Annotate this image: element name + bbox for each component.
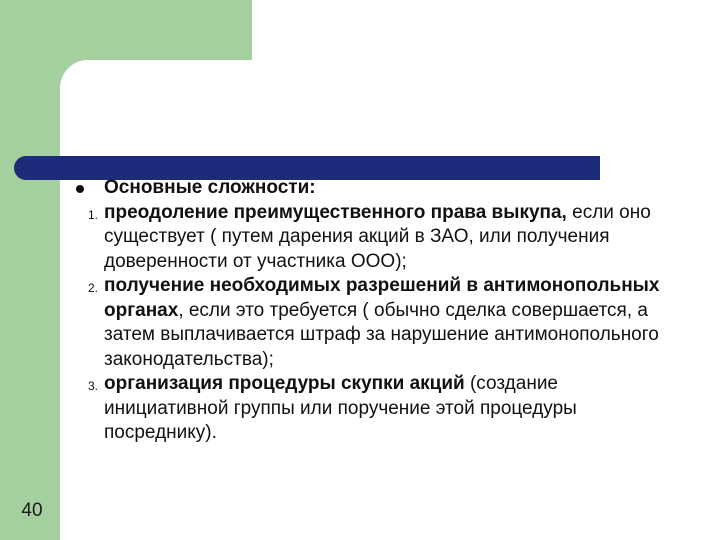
- bullet-icon: [76, 185, 84, 193]
- list-item-bold: организация процедуры скупки акций: [104, 373, 465, 394]
- decorative-rounded-corner: [60, 60, 260, 160]
- list-item-text: (создание инициативной группы или поручение этой процедуры посреднику).: [104, 373, 577, 443]
- list-item: [87, 274, 684, 372]
- list-item: [87, 372, 684, 446]
- list-item-text: , если это требуется ( обычно сделка совершается, а затем выплачивается штраф за нарушение антимонопольного законодательства);: [104, 299, 659, 370]
- heading-row: [104, 176, 684, 201]
- list-item-bold: преодоление преимущественного права выкупа,: [104, 201, 567, 223]
- list-item-number: 2.: [87, 281, 98, 295]
- slide-heading: Основные сложности:: [104, 177, 316, 198]
- list-item-number: 3.: [87, 379, 98, 393]
- list-item: [87, 201, 684, 275]
- list-item-text: если оно существует ( путем дарения акций в ЗАО, или получения доверенности от участника ООО);: [104, 201, 651, 272]
- slide-content: [87, 176, 684, 446]
- list-item-number: 1.: [87, 207, 98, 222]
- slide-number: 40: [21, 500, 43, 521]
- decorative-green-band-left: [0, 0, 60, 540]
- list-item-bold: получение необходимых разрешений в антимонопольных органах: [104, 275, 660, 321]
